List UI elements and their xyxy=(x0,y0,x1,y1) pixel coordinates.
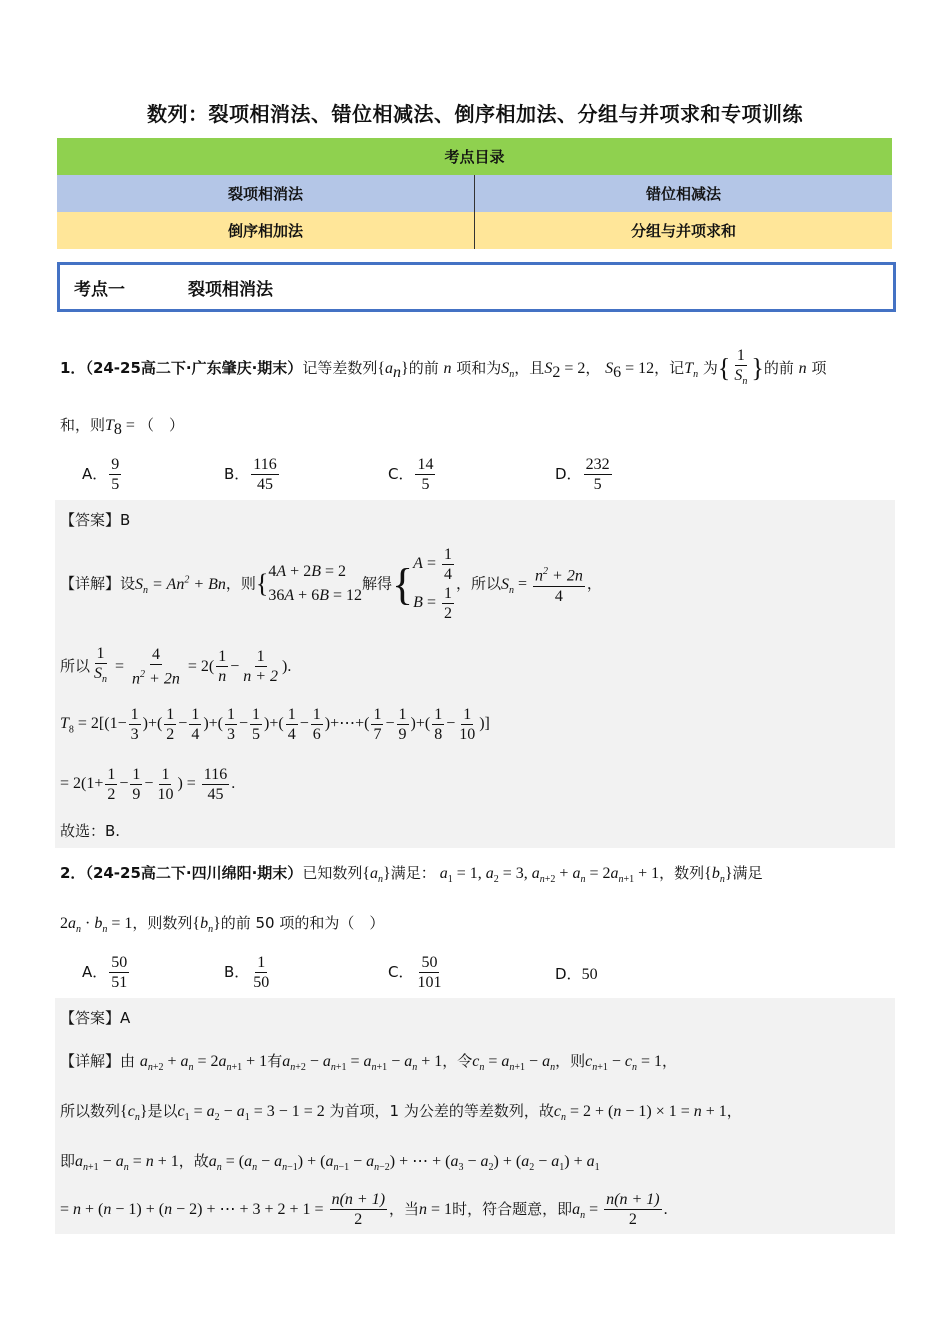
q1-option-b[interactable]: B． $\frac{116}{45}$ xyxy=(224,456,277,493)
q1-detail-line3: $T_8 = 2[(1-$ $\frac{1}{3}$ )+( $\frac{1}{2}$ − $\frac{1}{4}$ )+( $\frac{1}{3}$ − $\frac{1}{5}$ )+( $\frac{1}{4}$ − $\frac{1}{6}$ )+⋯+( $\frac{1}{7}$ − $\frac{1}{9}$ )+( $\frac{1}{8}$ − $\frac{1}{10}$ )] xyxy=(60,706,490,743)
toc-item-3[interactable]: 倒序相加法 xyxy=(57,212,475,249)
q1-answer: 【答案】B xyxy=(60,511,131,529)
q2-answer: 【答案】A xyxy=(60,1009,131,1027)
q2-detail-line1: 【详解】由 $a_{n+2} + a_n = 2a_{n+1} + 1$有$a_{n+2} - a_{n+1} = a_{n+1} - a_n + 1$，令$c_n = a_{n+1} - a_n$，则$c_{n+1} - c_n = 1$， xyxy=(60,1052,678,1074)
toc-item-2[interactable]: 错位相减法 xyxy=(475,175,893,212)
q1-stem: 1．（24-25高二下·广东肇庆·期末）记等差数列$\{a_n\}$的前 n 项和为$S_n$，且$S_2 = 2$， $S_6 = 12$，记$T_n$ 为{ $\frac{1}{S_n}$ }的前 n 项 xyxy=(60,347,827,388)
q1-detail-line1: 【详解】设$S_n = An^2 + Bn$，则 { 4A + 2B = 2 36A + 6B = 12 解得 { A = $\frac{1}{4}$ B = $\frac{1}{2}$ ，所以$S_n$ = $\frac{n^2 + 2n}{4}$ ， xyxy=(60,546,602,622)
q1-option-a[interactable]: A． $\frac{9}{5}$ xyxy=(82,456,120,493)
toc-item-1[interactable]: 裂项相消法 xyxy=(57,175,475,212)
q2-option-b[interactable]: B． $\frac{1}{50}$ xyxy=(224,954,270,991)
q1-stem-line2: 和，则$T_8$ = （ ） xyxy=(60,416,184,438)
q2-detail-line3: 即$a_{n+1} - a_n = n + 1$，故$a_n = (a_n - a_{n-1}) + (a_{n-1} - a_{n-2})$ + ⋯ + $(a_3 - a_2) + (a_2 - a_1) + a_1$ xyxy=(60,1152,600,1174)
q1-source: （24-25高二下·广东肇庆·期末） xyxy=(85,359,303,378)
q2-option-d[interactable]: D．50 xyxy=(555,965,598,983)
q1-number: 1． xyxy=(60,359,86,378)
q2-option-c[interactable]: C． $\frac{50}{101}$ xyxy=(388,954,442,991)
section-name: 裂项相消法 xyxy=(188,280,273,300)
q2-option-a[interactable]: A． $\frac{50}{51}$ xyxy=(82,954,128,991)
q2-stem-line2: $2a_n \cdot b_n = 1$，则数列$\{b_n\}$的前 50 项的和为（ ） xyxy=(60,914,385,936)
section-label: 考点一 xyxy=(74,280,125,300)
q1-detail-line2: 所以 $\frac{1}{S_n}$ = $\frac{4}{n^2 + 2n}$ = 2( $\frac{1}{n}$ − $\frac{1}{n + 2}$ ). xyxy=(60,645,292,688)
q1-option-d[interactable]: D． $\frac{232}{5}$ xyxy=(555,456,610,493)
q2-source: （24-25高二下·四川绵阳·期末） xyxy=(85,864,303,882)
toc-table xyxy=(57,138,892,249)
q2-detail-line2: 所以数列$\{c_n\}$是以$c_1 = a_2 - a_1 = 3 - 1 = 2$ 为首项，1 为公差的等差数列，故$c_n = 2 + (n - 1) \times 1 = n + 1$， xyxy=(60,1102,742,1124)
page-title: 数列：裂项相消法、错位相减法、倒序相加法、分组与并项求和专项训练 xyxy=(147,102,803,126)
q1-conclusion: 故选：B. xyxy=(60,822,121,840)
q1-option-c[interactable]: C． $\frac{14}{5}$ xyxy=(388,456,434,493)
q1-detail-line4: = 2(1+ $\frac{1}{2}$ − $\frac{1}{9}$ − $\frac{1}{10}$ ) = $\frac{116}{45}$ . xyxy=(60,766,236,803)
toc-item-4[interactable]: 分组与并项求和 xyxy=(475,212,893,249)
q2-stem: 2．（24-25高二下·四川绵阳·期末）已知数列$\{a_n\}$满足： $a_1 = 1$, $a_2 = 3$, $a_{n+2} + a_n = 2a_{n+1} + 1$，数列$\{b_n\}$满足 xyxy=(60,864,763,886)
q2-detail-line4: = n + (n − 1) + (n − 2) + ⋯ + 3 + 2 + 1 = $\frac{n(n + 1)}{2}$ ，当n = 1时，符合题意，即$a_n$ = $\frac{n(n + 1)}{2}$ . xyxy=(60,1191,668,1228)
toc-header: 考点目录 xyxy=(57,138,892,175)
section-header xyxy=(57,262,896,312)
